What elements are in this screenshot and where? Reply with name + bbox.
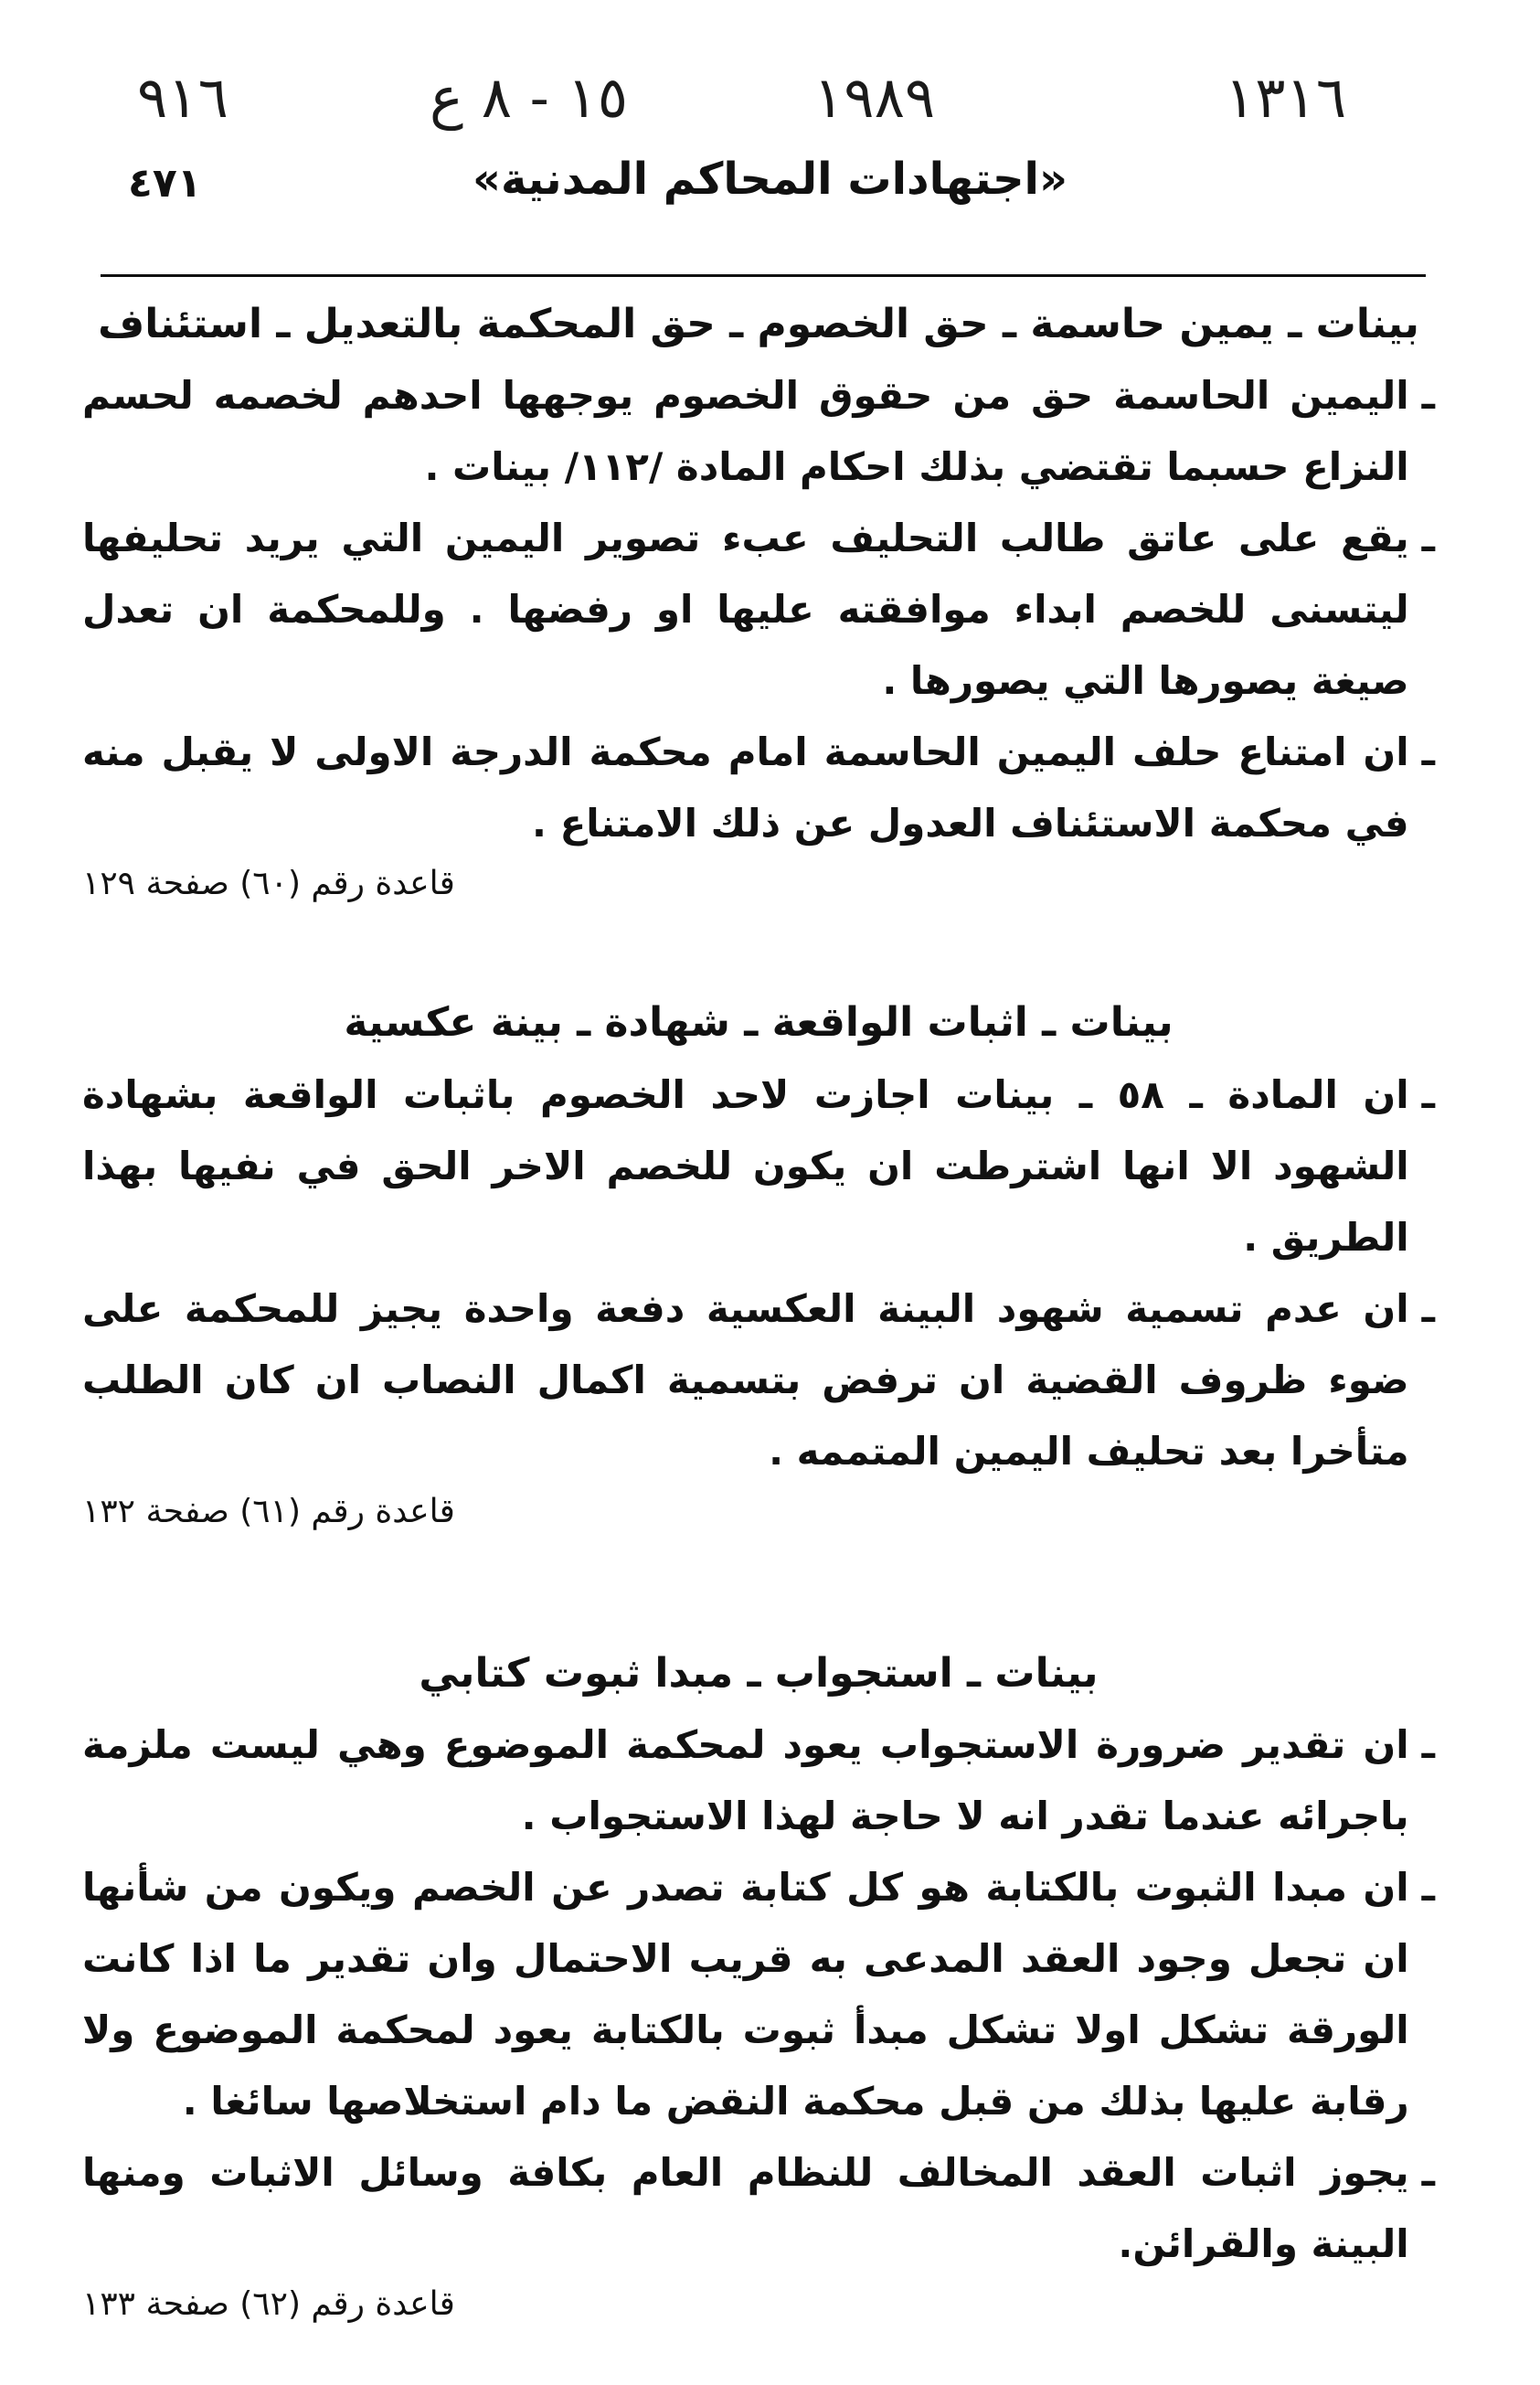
paragraph-text: اليمين الحاسمة حق من حقوق الخصوم يوجهها احدهم لخصمه لحسم النزاع حسبما تقتضي بذلك احكام المادة /١١٢/ بينات . [82,373,1409,490]
paragraph-text: ان مبدا الثبوت بالكتابة هو كل كتابة تصدر عن الخصم ويكون من شأنها ان تجعل وجود العقد المدعى به قريب الاحتمال وان تقدير ما اذا كانت الورقة تشكل اولا تشكل مبدأ ثبوت بالكتابة يعود لمحكمة الموضوع ولا رقابة عليها بذلك من قبل محكمة النقض ما دام استخلاصها سائغا . [82,1865,1409,2124]
paragraph-text: يجوز اثبات العقد المخالف للنظام العام بكافة وسائل الاثبات ومنها البينة والقرائن. [82,2150,1409,2267]
dash-marker: ـ [1421,1722,1435,1768]
section-3 [82,1646,1435,2329]
rule-reference-text: قاعدة رقم (٦٢) صفحة ١٣٣ [82,2285,455,2324]
section-gap [82,1537,1435,1646]
dash-marker: ـ [1421,2150,1435,2196]
handwritten-annotation-date: ١٥ - ٨ ع [430,64,628,131]
page-number: ٤٧١ [128,160,202,207]
section-gap [82,909,1435,996]
dash-marker: ـ [1421,729,1435,775]
handwritten-annotation-right: ١٣١٦ [1225,64,1347,131]
handwritten-annotation-year: ١٩٨٩ [813,64,936,131]
rule-reference [82,1487,1435,1537]
section-2 [82,996,1435,1536]
dash-marker: ـ [1421,516,1435,561]
running-title: «اجتهادات المحاكم المدنية» [472,154,1068,205]
paragraph-item [82,1709,1435,1852]
paragraph-item [82,503,1435,717]
handwritten-annotation-left: ٩١٦ [137,64,228,131]
content-body [82,297,1435,2329]
paragraph-item [82,1852,1435,2137]
rule-reference [82,859,1435,909]
section-1 [82,297,1435,909]
dash-marker: ـ [1421,1865,1435,1911]
rule-reference-text: قاعدة رقم (٦١) صفحة ١٣٢ [82,1492,455,1530]
section-heading: بينات ـ استجواب ـ مبدا ثبوت كتابي [419,1649,1099,1697]
paragraph-item [82,2137,1435,2280]
paragraph-text: ان المادة ـ ٥٨ ـ بينات اجازت لاحد الخصوم باثبات الواقعة بشهادة الشهود الا انها اشترطت ان يكون للخصم الاخر الحق في نفيها بهذا الطريق . [82,1071,1409,1260]
rule-reference-text: قاعدة رقم (٦٠) صفحة ١٢٩ [82,865,455,903]
section-heading: بينات ـ يمين حاسمة ـ حق الخصوم ـ حق المحكمة بالتعديل ـ استئناف [98,301,1419,347]
paragraph-text: ان تقدير ضرورة الاستجواب يعود لمحكمة الموضوع وهي ليست ملزمة باجرائه عندما تقدر انه لا حاجة لهذا الاستجواب . [82,1722,1409,1839]
header-rule [101,274,1426,277]
paragraph-item [82,1273,1435,1487]
paragraph-item [82,1059,1435,1273]
section-heading: بينات ـ اثبات الواقعة ـ شهادة ـ بينة عكسية [344,999,1174,1047]
paragraph-text: ان امتناع حلف اليمين الحاسمة امام محكمة الدرجة الاولى لا يقبل منه في محكمة الاستئناف العدول عن ذلك الامتناع . [82,729,1409,846]
paragraph-item [82,360,1435,503]
dash-marker: ـ [1421,1285,1435,1331]
dash-marker: ـ [1421,373,1435,419]
rule-reference [82,2280,1435,2329]
paragraph-item [82,717,1435,859]
dash-marker: ـ [1421,1071,1435,1117]
paragraph-text: يقع على عاتق طالب التحليف عبء تصوير اليمين التي يريد تحليفها ليتسنى للخصم ابداء موافقته عليها او رفضها . وللمحكمة ان تعدل صيغة يصورها التي يصورها . [82,516,1409,704]
paragraph-text: ان عدم تسمية شهود البينة العكسية دفعة واحدة يجيز للمحكمة على ضوء ظروف القضية ان ترفض بتسمية اكمال النصاب ان كان الطلب متأخرا بعد تحليف اليمين المتممه . [82,1285,1409,1474]
